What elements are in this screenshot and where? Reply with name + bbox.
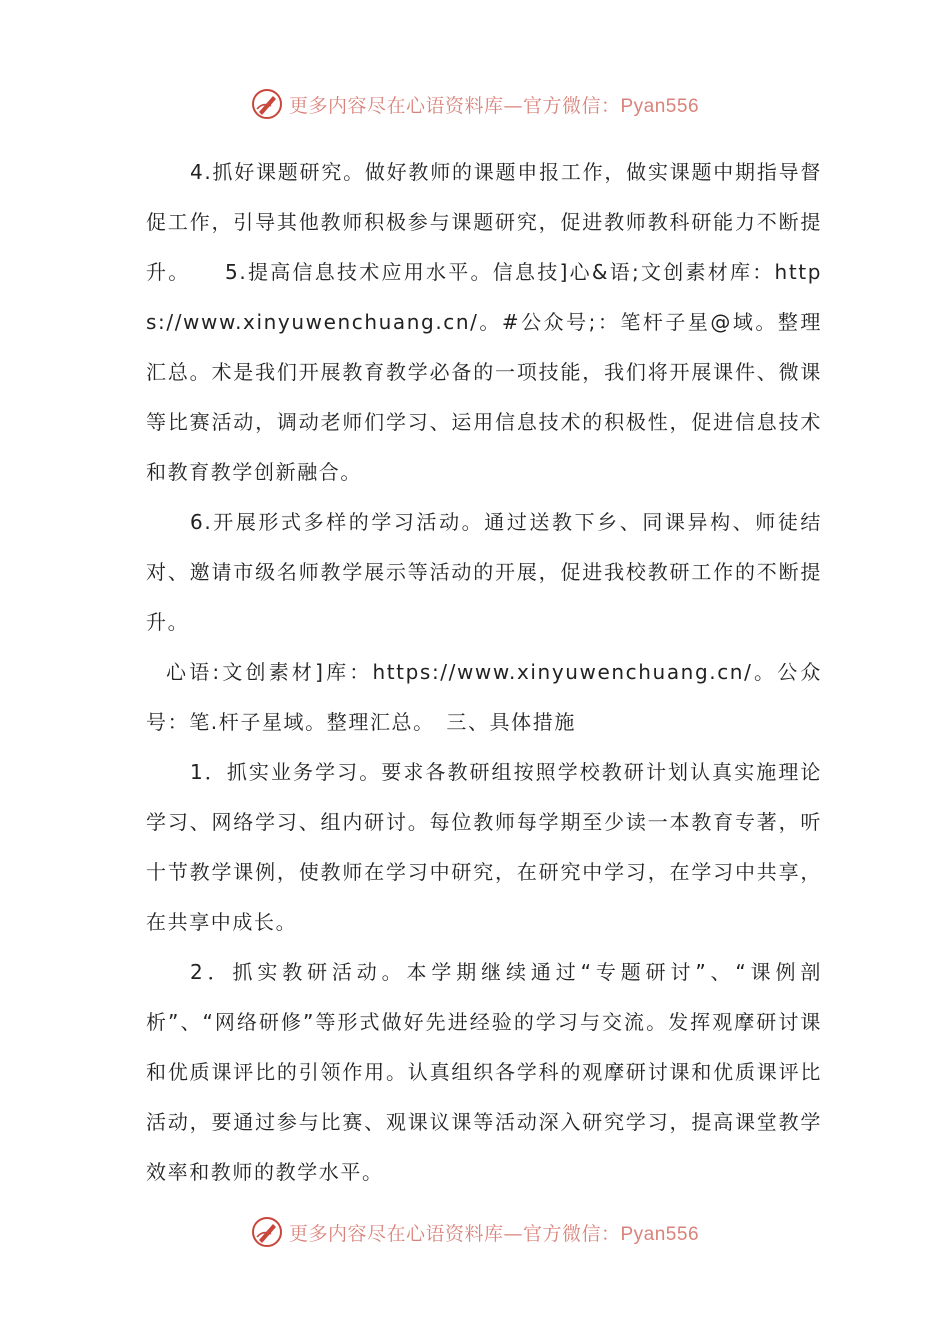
banner-account: Pyan556 (620, 95, 700, 117)
paragraph-measure-1: 1．抓实业务学习。要求各教研组按照学校教研计划认真实施理论学习、网络学习、组内研讨。每位教师每学期至少读一本教育专著，听十节教学课例，使教师在学习中研究，在研究中学习，在学习中共享，在共享中成长。 (146, 760, 822, 934)
paragraph-measure-2: 2．抓实教研活动。本学期继续通过“专题研讨”、“课例剖析”、“网络研修”等形式做好先进经验的学习与交流。发挥观摩研讨课和优质课评比的引领作用。认真组织各学科的观摩研讨课和优质课评比活动，要通过参与比赛、观课议课等活动深入研究学习，提高课堂教学效率和教师的教学水平。 (146, 960, 822, 1184)
paragraph-6: 6.开展形式多样的学习活动。通过送教下乡、同课异构、师徒结对、邀请市级名师教学展示等活动的开展，促进我校教研工作的不断提升。 (146, 510, 822, 634)
banner-text: 更多内容尽在心语资料库—官方微信：Pyan556 (288, 94, 700, 117)
paragraph-source-and-heading: 心语:文创素材]库：https://www.xinyuwenchuang.cn/。公众号：笔.杆子星域。整理汇总。 三、具体措施 (146, 660, 822, 734)
banner-text: 更多内容尽在心语资料库—官方微信：Pyan556 (288, 1222, 700, 1245)
pen-logo-icon (251, 1216, 283, 1248)
footer-watermark-banner (0, 1212, 950, 1252)
pen-logo-icon (251, 88, 283, 120)
document-body (146, 147, 822, 1197)
paragraph-4-5: 4.抓好课题研究。做好教师的课题申报工作，做实课题中期指导督促工作，引导其他教师积极参与课题研究，促进教师教科研能力不断提升。 5.提高信息技术应用水平。信息技]心&语;文创素材库：https://www.xinyuwenchuang.cn/。#公众号;：笔杆子星@域。整理汇总。术是我们开展教育教学必备的一项技能，我们将开展课件、微课等比赛活动，调动老师们学习、运用信息技术的积极性，促进信息技术和教育教学创新融合。 (146, 160, 822, 484)
header-watermark-banner (0, 84, 950, 124)
banner-account: Pyan556 (620, 1223, 700, 1245)
